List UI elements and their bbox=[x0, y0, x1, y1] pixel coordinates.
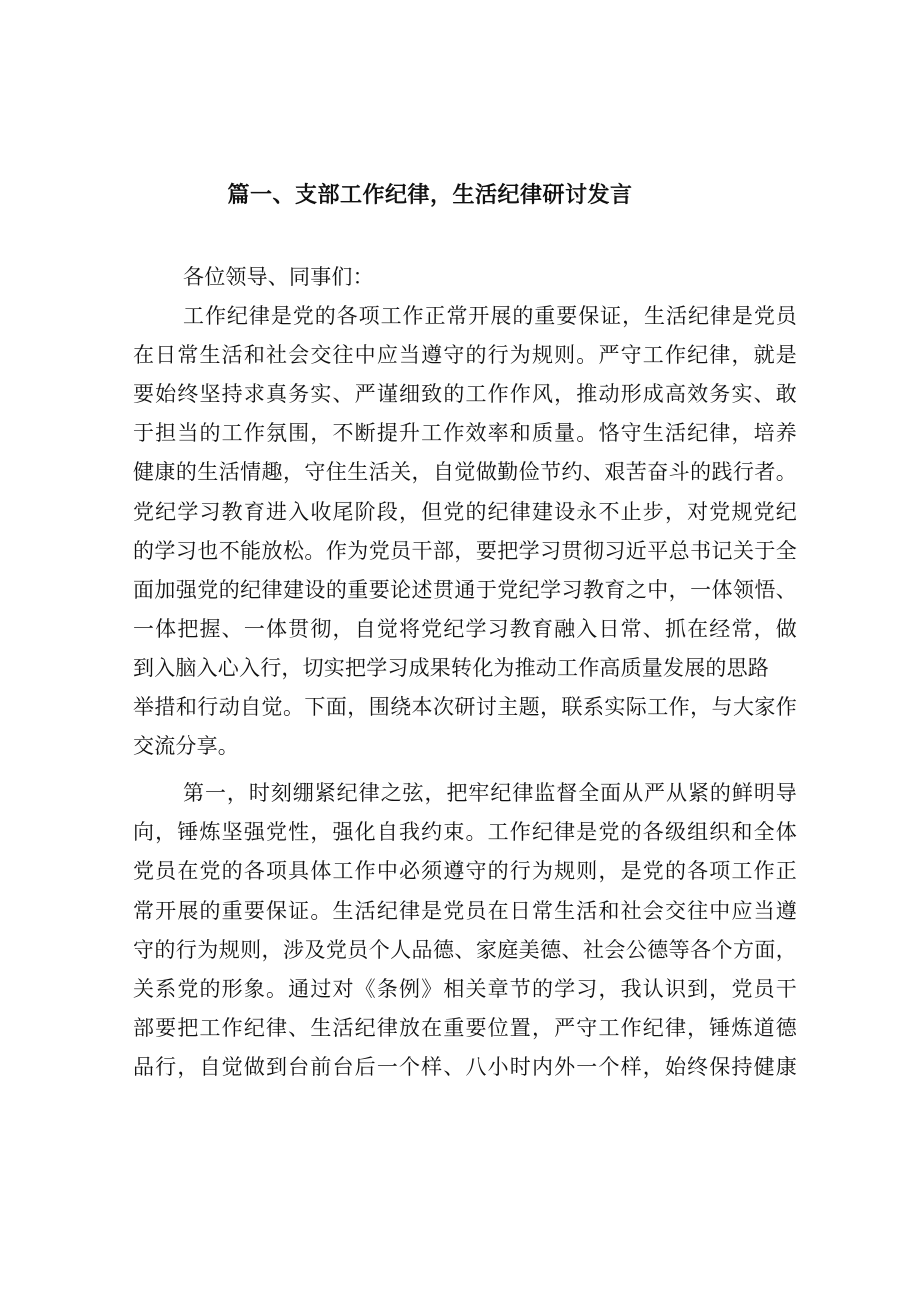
text-line: 部要把工作纪律、生活纪律放在重要位置，严守工作纪律，锤炼道德 bbox=[133, 1015, 797, 1040]
text-line: 于担当的工作氛围，不断提升工作效率和质量。恪守生活纪律，培养 bbox=[133, 421, 797, 446]
text-line: 党员在党的各项具体工作中必须遵守的行为规则，是党的各项工作正 bbox=[133, 859, 797, 884]
text-line: 第一，时刻绷紧纪律之弦，把牢纪律监督全面从严从紧的鲜明导 bbox=[183, 781, 797, 806]
paragraph-2 bbox=[133, 774, 797, 1087]
text-line: 关系党的形象。通过对《条例》相关章节的学习，我认识到，党员干 bbox=[133, 976, 797, 1001]
text-line: 品行，自觉做到台前台后一个样、八小时内外一个样，始终保持健康 bbox=[133, 1054, 797, 1079]
text-line: 向，锤炼坚强党性，强化自我约束。工作纪律是党的各级组织和全体 bbox=[133, 820, 797, 845]
document-body bbox=[133, 258, 797, 1087]
text-line: 党纪学习教育进入收尾阶段，但党的纪律建设永不止步，对党规党纪 bbox=[133, 499, 797, 524]
text-line: 到入脑入心入行，切实把学习成果转化为推动工作高质量发展的思路 bbox=[133, 655, 769, 680]
text-line: 常开展的重要保证。生活纪律是党员在日常生活和社会交往中应当遵 bbox=[133, 898, 797, 923]
paragraph-1 bbox=[133, 297, 797, 766]
text-line: 要始终坚持求真务实、严谨细致的工作作风，推动形成高效务实、敢 bbox=[133, 382, 797, 407]
text-line: 守的行为规则，涉及党员个人品德、家庭美德、社会公德等各个方面， bbox=[133, 937, 797, 962]
text-line: 健康的生活情趣，守住生活关，自觉做勤俭节约、艰苦奋斗的践行者。 bbox=[133, 460, 797, 485]
salutation: 各位领导、同事们： bbox=[183, 265, 374, 289]
text-line: 在日常生活和社会交往中应当遵守的行为规则。严守工作纪律，就是 bbox=[133, 343, 797, 368]
text-line: 工作纪律是党的各项工作正常开展的重要保证，生活纪律是党员 bbox=[183, 304, 797, 329]
paragraph-gap bbox=[133, 766, 797, 774]
text-line: 面加强党的纪律建设的重要论述贯通于党纪学习教育之中，一体领悟、 bbox=[133, 577, 797, 602]
text-line: 交流分享。 bbox=[133, 734, 239, 759]
text-line: 的学习也不能放松。作为党员干部，要把学习贯彻习近平总书记关于全 bbox=[133, 538, 797, 563]
text-line: 一体把握、一体贯彻，自觉将党纪学习教育融入日常、抓在经常，做 bbox=[133, 616, 797, 641]
text-line: 举措和行动自觉。下面，围绕本次研讨主题，联系实际工作，与大家作 bbox=[133, 695, 797, 720]
document-title: 篇一、支部工作纪律，生活纪律研讨发言 bbox=[227, 183, 633, 208]
